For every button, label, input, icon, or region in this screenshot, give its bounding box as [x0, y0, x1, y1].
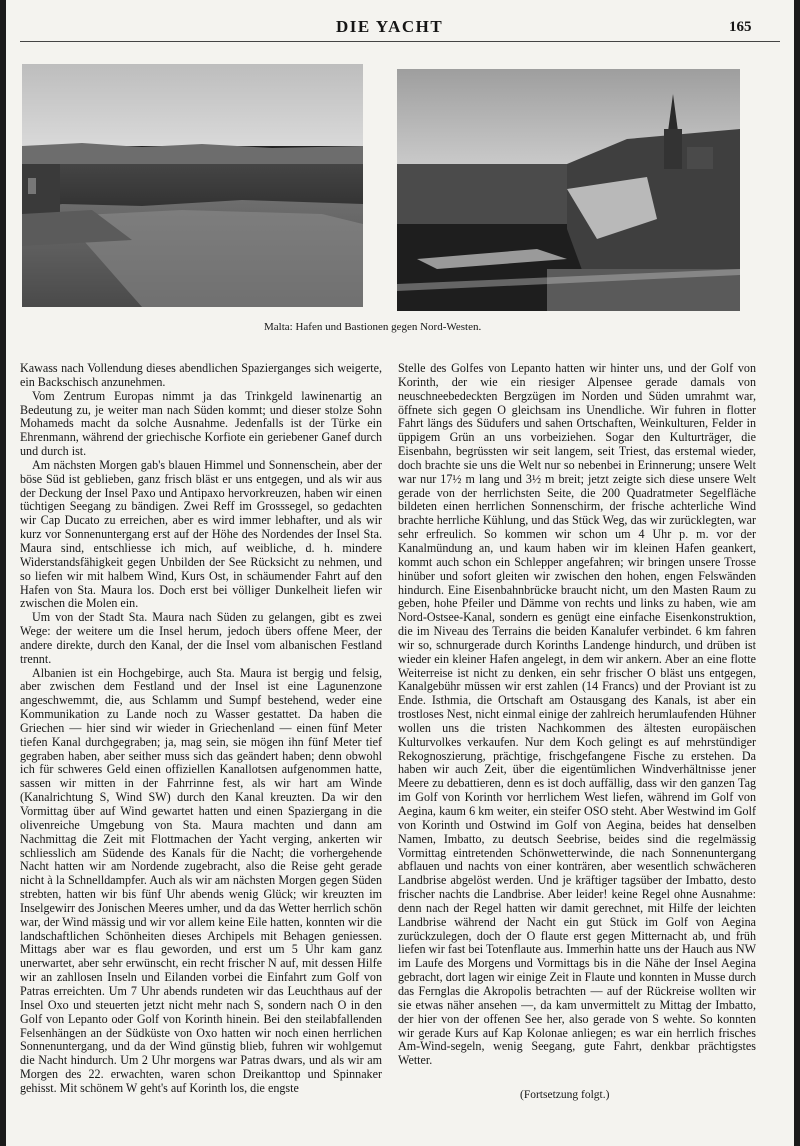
- paragraph: Um von der Stadt Sta. Maura nach Süden zu gelangen, gibt es zwei Wege: der weitere um die Insel herum, jedoch übers offene Meer, der andere direkte, durch den Kanal, der die Insel vom albanischen Festland trennt.: [20, 610, 382, 666]
- page-number: 165: [729, 19, 752, 35]
- paragraph: Am nächsten Morgen gab's blauen Himmel und Sonnenschein, aber der böse Süd ist geblieben, ganz frisch bläst er uns entgegen, und als wir aus der Deckung der Insel Paxo und Antipaxo hervorkreuzen, haben wir einen tüchtigen Seegang zu bändigen. Zwei Reff im Grosssegel, so gedachten wir Cap Ducato zu erreichen, aber es wird immer lebhafter, und als wir kurz vor Sonnenuntergang erst auf der Höhe des Nordendes der Insel Sta. Maura sind, entschliesse ich mich, auf weibliche, d. h. mindere Widerstandsfähigkeit gegen Unbilden der See Rücksicht zu nehmen, und so liefen wir mit halbem Wind, Kurs Ost, in schäumender Fahrt auf den Hafen von Sta. Maura los. Doch erst bei völliger Dunkelheit liefen wir zwischen die Molen ein.: [20, 457, 382, 611]
- scan-edge-left: [0, 0, 6, 1146]
- paragraph: Kawass nach Vollendung dieses abendlichen Spazierganges sich weigerte, ein Backschisch anzunehmen.: [20, 361, 382, 389]
- figure-caption: Malta: Hafen und Bastionen gegen Nord-Westen.: [264, 321, 482, 333]
- paragraph: Vom Zentrum Europas nimmt ja das Trinkgeld lawinenartig an Bedeutung zu, je weiter man nach Süden kommt; und dieser stolze Sohn Mohameds macht da solche Ausnahme. Jedenfalls ist der Türke ein Ehrenmann, während der griechische Korfiote ein geriebener Ganef durch und durch ist.: [20, 388, 382, 459]
- running-head-title: DIE YACHT: [336, 17, 444, 36]
- paragraph: Stelle des Golfes von Lepanto hatten wir hinter uns, und der Golf von Korinth, der wie ein riesiger Alpensee gerade damals von neuschneebedeckten Bergzügen im Norden und Süden umrahmt war, öffnete sich gegen O gleichsam ins Unendliche. Wir fuhren in flotter Fahrt längs des Südufers und sahen Ortschaften, Weinkulturen, Felder in üppigem Grün an uns vorbeiziehen. Sogar den Kulturträger, die Eisenbahn, begrüssten wir seit langem, seit Triest, das erstemal wieder, doch brachte sie uns die Welt nur so nebenbei in Erinnerung; unsere Welt war nur 17½ m lang und 3½ m breit; jetzt zeigte sich diese unsere Welt gerade von der herrlichsten Seite, die 200 Quadratmeter Segelfläche bildeten einen herrlichen Sonnenschirm, der frische achterliche Wind brachte herrliche Kühlung, und das Stück Weg, das wir zurücklegten, war sehr erfreulich. So kommen wir schon um 4 Uhr p. m. vor der Kanalmündung an, und kaum haben wir im kleinen Hafen geankert, kommt auch schon ein Schlepper angefahren; wir bringen unsere Trosse hinüber und sofort gleiten wir zwischen den hohen, engen Felswänden hindurch. Eine Eisenbahnbrücke braucht nicht, um den Masten Raum zu geben, hohe Pfeiler und Dämme von rechts und links zu haben, wie am Nord-Ostsee-Kanal, sondern es genügt eine einfache Eisenkonstruktion, die im Niveau des Terrains die beiden Kanalufer verbindet. 6 km fahren wir so, schnurgerade durch Korinths Landenge hindurch, und drüben ist wieder ein kleiner Hafen angelegt, in dem wir ankern. Aber an eine flotte Weiterreise ist nicht zu denken, ein sehr frischer O bläst uns entgegen, Kanalgebühr müssen wir erst zahlen (14 Francs) und der Proviant ist zu Ende. Isthmia, die Ortschaft am Ostausgang des Kanals, ist aber ein trostloses Nest, nicht einmal einige der zahlreich herumlaufenden Hühner wollen uns die tristen Nachkommen des ältesten europäischen Kulturvolkes verkaufen. Nur dem Koch gelingt es auf mehrstündiger Rekognoszierung, prächtige, frischgefangene Fische zu erstehen. Da haben wir auch Zeit, über die eigentümlichen Windverhältnisse jener Meere zu debattieren, denn es ist doch auffällig, dass wir den ganzen Tag im Golf von Korinth vor herrlichem West liefen, während im Golf von Aegina, kaum 6 km weiter, ein steifer OSO steht. Aber Westwind im Golf von Korinth und Ostwind im Golf von Aegina, beides hat denselben Namen, Imbatto, zu deutsch Seebrise, beides sind die regelmässig Vormittag eintretenden Schönwetterwinde, die nach Sonnenuntergang abflauen und nachts von einer konträren, aber wesentlich schwächeren Landbrise abgelöst werden. Und je kräftiger tagsüber der Imbatto, desto frischer nachts die Landbrise. Aber leider! keine Regel ohne Ausnahme: denn nach der Regel hatten wir damit gerechnet, mit Hilfe der leichten Landbrise während der Nacht ein gut Stück im Golf von Aegina zurückzulegen, doch der O flaute erst gegen Mitternacht ab, und früh liefen wir fast bei Totenflaute aus. Immerhin hatte uns der Hauch aus NW im Laufe des Morgens und Vormittags bis in die Nähe der Insel Aegina gebracht, dort lagen wir einige Zeit in Flaute und konnten in Musse durch das Fernglas die Akropolis betrachten — auf der Rückreise wollten wir sie etwas näher ansehen —, da kam unvermittelt zu Mittag der Imbatto, der hier von der offenen See her, also gerade von S wehte. So konnten wir gerade Kurs auf Kap Kolonae anliegen; es war ein herrlich frisches Am-Wind-segeln, wenig Seegang, gute Fahrt, denkbar prächtigstes Wetter.: [398, 361, 756, 1068]
- paragraph: Albanien ist ein Hochgebirge, auch Sta. Maura ist bergig und felsig, aber zwischen dem Festland und der Insel ist eine Lagunenzone angeschwemmt, die, aus Schlamm und Sumpf bestehend, weder eine Kommunikation zu Lande noch zu Wasser gestattet. Da haben die Griechen — hier sind wir wieder in Griechenland — einen fünf Meter tiefen Kanal durchgegraben; ja, mag sein, sie mögen ihn fünf Meter tief gegraben haben, aber seither muss sich das geändert haben; denn obwohl ich für schweres Geld einen offiziellen Kanallotsen aufgenommen hatte, sassen wir mitten in der Fahrrinne fest, als wir hart am Winde (Kanalrichtung S, Wind SW) durch den Kanal kreuzten. Da wir den Vormittag über auf Wind gewartet hatten und einen Spaziergang in die olivenreiche Umgebung von Sta. Maura machten und dann am Nachmittag die Zeit mit Flottmachen der Yacht verging, ankerten wir schliesslich am Südende des Kanals für die Nacht; die vorhergehende Nacht hatten wir am Nordende zugebracht, also die Reise geht gerade nicht à la Schnelldampfer. Auch als wir am nächsten Morgen gegen Süden strebten, hatten wir bis fünf Uhr abends wenig Glück; wir kreuzten im Inselgewirr des Jonischen Meeres umher, und da das Wetter herrlich schön war, der Wind mässig und wir vor allem keine Eile hatten, konnten wir die landschaftlichen Schönheiten dieses Archipels mit Behagen geniessen. Mittags aber war es flau geworden, und erst um 5 Uhr kam ganz unerwartet, aber sehr erwünscht, ein recht frischer N auf, mit dessen Hilfe wir an zahllosen Inseln und Eilanden vorbei die Einfahrt zum Golf von Patras erreichten. Um 7 Uhr abends rundeten wir das Leuchthaus auf der Insel Oxo und steuerten jetzt nicht mehr nach S, sondern nach O in den Golf von Lepanto oder Golf von Korinth hinein. Bei den steilabfallenden Felsenhängen an der Südküste von Oxo hatten wir noch einen herrlichen Sonnenuntergang, und da der Wind günstig blieb, fuhren wir wohlgemut die Nacht hindurch. Um 2 Uhr morgens war Patras dwars, und als wir am Morgen des 22. erwachten, waren schon Dreikanttop und Spinnaker gehisst. Mit schönem W geht's auf Korinth los, die engste: [20, 665, 382, 1095]
- header-rule: [20, 41, 780, 42]
- bastion-cathedral-photo: [397, 69, 740, 311]
- article-column-right: [398, 362, 756, 1068]
- scan-edge-right: [794, 0, 800, 1146]
- article-column-left: [20, 362, 382, 1096]
- continued-note: (Fortsetzung folgt.): [520, 1089, 610, 1101]
- harbour-view-photo: [22, 64, 363, 307]
